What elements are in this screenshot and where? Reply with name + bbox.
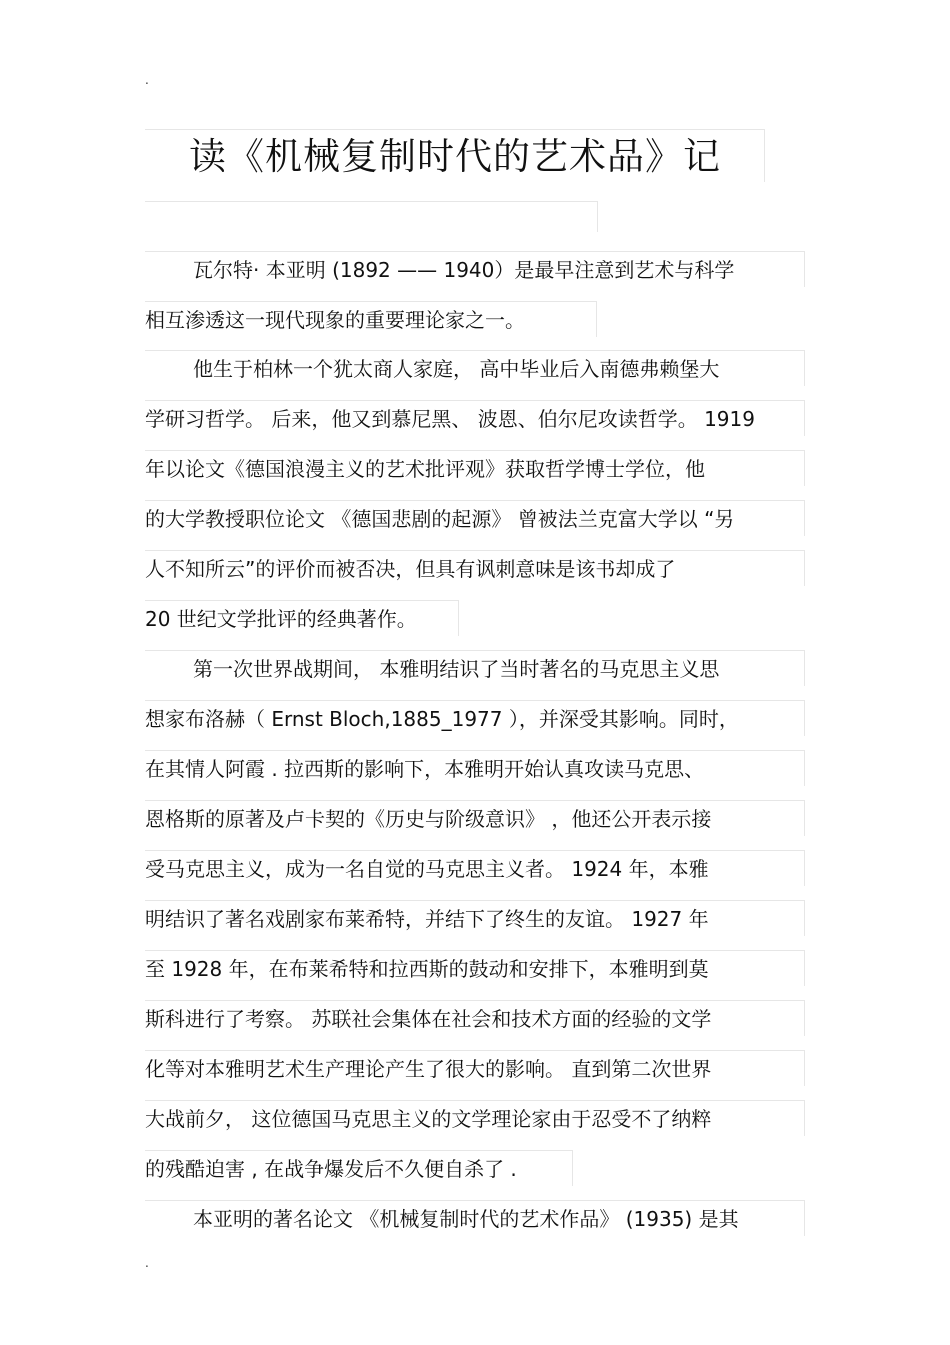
top-marker: . [145,73,149,87]
text-line: 的大学教授职位论文 《德国悲剧的起源》 曾被法兰克富大学以 “另 [145,500,805,536]
text-line: 本亚明的著名论文 《机械复制时代的艺术作品》 (1935) 是其 [145,1200,805,1236]
text-line: 明结识了著名戏剧家布莱希特，并结下了终生的友谊。 1927 年 [145,900,805,936]
text-line: 他生于柏林一个犹太商人家庭， 高中毕业后入南德弗赖堡大 [145,350,805,386]
text-line: 的残酷迫害 , 在战争爆发后不久便自杀了 . [145,1150,573,1186]
text-line: 斯科进行了考察。 苏联社会集体在社会和技术方面的经验的文学 [145,1000,805,1036]
title-separator [145,201,598,232]
text-line: 大战前夕， 这位德国马克思主义的文学理论家由于忍受不了纳粹 [145,1100,805,1136]
text-line: 20 世纪文学批评的经典著作。 [145,600,459,636]
page-title: 读《机械复制时代的艺术品》记 [189,135,721,178]
text-line: 瓦尔特· 本亚明 (1892 —— 1940）是最早注意到艺术与科学 [145,251,805,287]
text-line: 第一次世界战期间， 本雅明结识了当时著名的马克思主义思 [145,650,805,686]
text-line: 化等对本雅明艺术生产理论产生了很大的影响。 直到第二次世界 [145,1050,805,1086]
text-line: 人不知所云”的评价而被否决，但具有讽刺意味是该书却成了 [145,550,805,586]
text-line: 受马克思主义，成为一名自觉的马克思主义者。 1924 年，本雅 [145,850,805,886]
text-line: 至 1928 年，在布莱希特和拉西斯的鼓动和安排下，本雅明到莫 [145,950,805,986]
bottom-marker: . [145,1256,149,1270]
text-line: 学研习哲学。 后来，他又到慕尼黑、 波恩、伯尔尼攻读哲学。 1919 [145,400,805,436]
text-line: 想家布洛赫（ Ernst Bloch,1885_1977 ），并深受其影响。同时， [145,700,805,736]
text-line: 年以论文《德国浪漫主义的艺术批评观》获取哲学博士学位，他 [145,450,805,486]
text-line: 在其情人阿霞 . 拉西斯的影响下，本雅明开始认真攻读马克思、 [145,750,805,786]
text-line: 恩格斯的原著及卢卡契的《历史与阶级意识》 ，他还公开表示接 [145,800,805,836]
text-line: 相互渗透这一现代现象的重要理论家之一。 [145,301,597,337]
